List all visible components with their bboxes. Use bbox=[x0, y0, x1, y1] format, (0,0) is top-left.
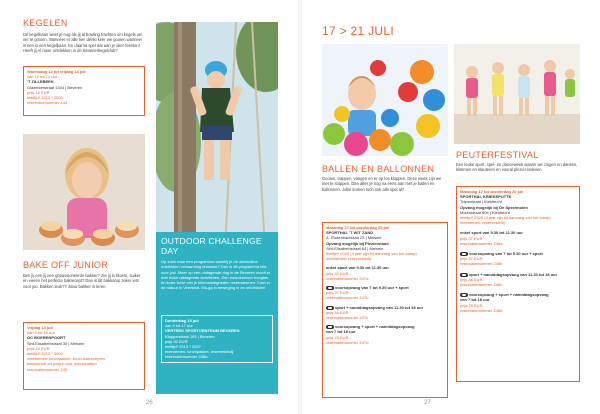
boy-climbing-illustration bbox=[156, 22, 278, 232]
peuter-s3-price: prijs 48 EUR bbox=[460, 276, 483, 282]
opvang-icon bbox=[326, 286, 334, 290]
outdoor-info-box bbox=[161, 315, 273, 363]
ballen-date: Maandag 17 tot donderdag 20 juli bbox=[326, 225, 390, 230]
ballen-s2-res: reservatienummer Z47b bbox=[326, 295, 369, 301]
ballen-s2-price: prijs 37 EUR bbox=[326, 290, 349, 296]
outdoor-address: Klapperstraat 165 | Beveren bbox=[165, 333, 215, 339]
ballen-meenemen: meenemen: reservekledij bbox=[326, 256, 371, 262]
peuter-date: Maandag 17 tot donderdag 20 juli bbox=[460, 189, 524, 194]
dancing-kids-illustration bbox=[454, 44, 580, 144]
bake-off-age: leeftijd* 2013 * 2009 bbox=[27, 351, 63, 357]
bake-off-reservation: reservatienummer Z45 bbox=[27, 366, 68, 372]
outdoor-time: van 9 tot 17 uur bbox=[165, 323, 193, 329]
kegelen-org: 'T ZILLEBEEK bbox=[27, 79, 54, 85]
peuter-photo bbox=[454, 44, 580, 144]
bake-off-date: Vrijdag 14 juli bbox=[27, 325, 53, 330]
kegelen-address: Glazenierstraat 1344 | Beveren bbox=[27, 84, 83, 90]
peuter-info-box bbox=[456, 186, 580, 382]
opvang-icon bbox=[460, 252, 468, 256]
kegelen-intro: Dé kegelbaan weet je nog als jij al bowling trachten om kegels om ver te gooien. Wanneer er alle tien dénkt keer we gooien wanneer is een is een kegelbaan. En daarna spel dat aan je oker feesten! Heeft jij Al meer ontdekken in de Bevenerkegelclub? bbox=[23, 32, 143, 54]
peuter-opvang-2: Molenstraat 60b | Kieldrecht bbox=[460, 209, 510, 215]
right-page bbox=[302, 0, 600, 414]
opvang-icon bbox=[460, 293, 468, 297]
ballen-age: leeftijd* 2020 (3 jaar zijn bij aanvang van het kamp) bbox=[326, 251, 417, 257]
peuter-s1-price: prijs 37 EUR bbox=[460, 235, 483, 241]
peuter-title: PEUTERFESTIVAL bbox=[456, 150, 539, 160]
opvang-icon bbox=[326, 325, 334, 329]
kegelen-date: Woensdag 12 tot vrijdag 14 juli bbox=[27, 69, 86, 74]
peuter-s4-time-2: van 7 tot 18 uur bbox=[460, 297, 490, 303]
peuter-org: SPORTHAL KRIEKEPUTTE bbox=[460, 194, 512, 200]
ballen-info-box bbox=[322, 222, 448, 398]
outdoor-reservation: reservatienummer Z45a bbox=[165, 354, 208, 360]
opvang-icon bbox=[460, 273, 468, 277]
ballen-s3-res: reservatienummer Z47c bbox=[326, 315, 369, 321]
outdoor-age: leeftijd* 2013 * 2007 bbox=[165, 344, 201, 350]
bake-off-org: OC BOERENPOORT bbox=[27, 335, 66, 341]
outdoor-title-line-1: OUTDOOR CHALLENGE bbox=[161, 236, 262, 246]
opvang-icon bbox=[326, 306, 334, 310]
date-header: 17 > 21 JULI bbox=[322, 24, 394, 38]
peuter-s3-res: reservatienummer Z48c bbox=[460, 282, 503, 288]
outdoor-price: prijs 32 EUR bbox=[165, 338, 188, 344]
kegelen-info-box bbox=[23, 66, 145, 116]
ballen-s3-price: prijs 48 EUR bbox=[326, 309, 349, 315]
peuter-s4-time: voorsopvang + sport + namiddagsopvang bbox=[469, 292, 549, 298]
outdoor-panel bbox=[156, 232, 278, 394]
bake-off-price: prijs 15 EUR bbox=[27, 345, 50, 351]
ballen-intro: Gooien, trappen, vangen en er op los kloppen. Deze week zijn we met te stoppen. Dan alles je nog na eens aan met je ballen en ballonnen. Jullie komen toch ook alle spel al? bbox=[322, 176, 442, 192]
ballen-s4-price: prijs 78 EUR bbox=[326, 334, 349, 340]
bake-off-photo bbox=[23, 134, 145, 250]
peuter-address: Tulpenkraal | Kieldrecht bbox=[460, 199, 502, 205]
kegelen-time: van 10 tot 12 uur bbox=[27, 74, 58, 80]
bake-off-address: Sint-Elisabethstraat 30 | Melsele bbox=[27, 340, 85, 346]
ballen-org: SPORTHAL 'T WIT ZAND bbox=[326, 230, 374, 236]
bake-off-note-1: meenemen: lunchpakket, broei-bakrecepten, bbox=[27, 356, 107, 362]
peuter-meenemen: meenemen: reservekledij bbox=[460, 220, 505, 226]
balloons-illustration bbox=[322, 44, 448, 156]
right-page-number: 27 bbox=[424, 400, 431, 406]
outdoor-intro: Op zoek naar een programma waarbij je de adrenaline ontdekken verwarming tenmiste? Dan is dit programma iets voor jou! Sfeer op een uitdagende dag in de Beveren wordt er met leuke uitdagende activiteiten. Een boomkruinen hoogtes en korte tocht van je klimvaardigheden ondersteunen. Kom in de natuur in Veerland. Ma-ga in beweging in en ontdekken! bbox=[161, 259, 271, 291]
ballen-title: BALLEN EN BALLONNEN bbox=[322, 164, 435, 174]
ballen-s4-time: voorsopvang + sport + namiddagsopvang bbox=[335, 324, 415, 330]
peuter-s4-price: prijs 78 EUR bbox=[460, 302, 483, 308]
kegelen-price: prijs 12 EUR bbox=[27, 89, 50, 95]
ballen-s3-time: sport + namiddagsopvang van 11.30 tot 18 uur bbox=[335, 304, 424, 310]
ballen-photo bbox=[322, 44, 448, 156]
peuter-s3-time: sport + namiddagsopvang van 11.30 tot 18 uur bbox=[469, 271, 558, 277]
peuter-s1-time: enkel sport van 9.30 tot 11.30 uur bbox=[460, 230, 523, 236]
ballen-opvang-1: Opvang mogelijk bij Plezierstand bbox=[326, 240, 389, 246]
bake-off-info-box bbox=[23, 322, 145, 390]
peuter-age: leeftijd* 2020 (3 jaar zijn bij aanvang van het kamp) bbox=[460, 215, 551, 221]
ballen-s1-res: reservatienummer Z47a bbox=[326, 275, 369, 281]
ballen-s2-time: voorsopvang van 7 tot 9.30 uur + sport bbox=[335, 285, 409, 291]
left-page bbox=[0, 0, 298, 414]
ballen-s1-time: enkel sport van 9.30 tot 11.30 uur bbox=[326, 265, 389, 271]
bake-off-title: BAKE OFF JUNIOR bbox=[23, 260, 109, 270]
peuter-s1-res: reservatienummer Z48a bbox=[460, 240, 503, 246]
kegelen-reservation: reservatienummer Z44 bbox=[27, 100, 68, 106]
ballen-opvang-2: Sint-Elisabethstraat 64 | Melsele bbox=[326, 245, 384, 251]
peuter-opvang-1: Opvang mogelijk bij De Speelmolen bbox=[460, 204, 528, 210]
peuter-s2-res: reservatienummer Z48b bbox=[460, 261, 503, 267]
peuter-intro: Een leuke sport, spel- en danceweek waarin we zingen en dansen, klimmen en klauteren en vooral plezier beleven. bbox=[456, 162, 578, 173]
outdoor-note-1: meenemen: lunchpakket, reservekledij bbox=[165, 349, 234, 355]
peuter-s2-price: prijs 37 EUR bbox=[460, 256, 483, 262]
ballen-address: A. Rodenbachlaan 23 | Melsele bbox=[326, 235, 382, 241]
peuter-s4-res: reservatienummer Z48d bbox=[460, 307, 503, 313]
outdoor-title-line-2: DAY bbox=[161, 245, 179, 256]
girl-baking-illustration bbox=[23, 134, 145, 250]
outdoor-org: VERTREK SPORTCENTRUM BEVEREN bbox=[165, 328, 240, 334]
ballen-s4-res: reservatienummer Z47d bbox=[326, 339, 369, 345]
peuter-s2-time: voorsopvang van 7 tot 9.30 uur + sport bbox=[469, 251, 543, 257]
kegelen-title: KEGELEN bbox=[23, 18, 68, 28]
bake-off-time: van 9 tot 16 uur bbox=[27, 330, 55, 336]
kegelen-age: leeftijd* 2013 * 2009 bbox=[27, 95, 63, 101]
ballen-s4-time-2: van 7 tot 18 uur bbox=[326, 329, 356, 335]
outdoor-photo bbox=[156, 22, 278, 232]
bake-off-intro: Ben jij een jij een gepassioneerde bakker? Zie jij in bloem, suiker en eieren het perfecte bakrecept? Dan is dit bakkamp zeker iets voor jou. Bakken leuk?? Jouw bakker in leren. bbox=[23, 273, 141, 289]
left-page-number: 26 bbox=[146, 400, 153, 406]
outdoor-date: Donderdag 13 juli bbox=[165, 318, 199, 323]
ballen-s1-price: prijs 37 EUR bbox=[326, 270, 349, 276]
bake-off-note-2: kookschort en potjes voor overschotten bbox=[27, 361, 97, 367]
